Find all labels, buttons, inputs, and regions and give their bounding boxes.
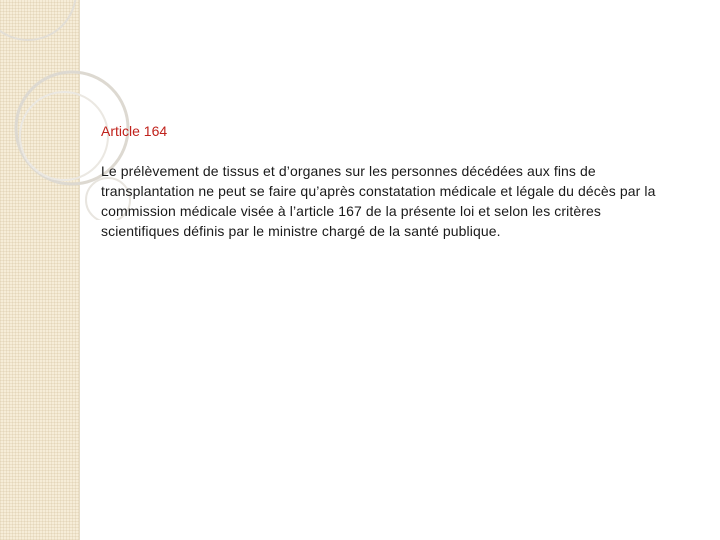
article-title: Article 164 [101,123,168,139]
article-body-text: Le prélèvement de tissus et d’organes sur les personnes décédées aux fins de transplantation ne peut se faire qu’après constatation médicale et légale du décès par la commission médicale visée à l’article 167 de la présente loi et selon les critères scientifiques définis par le ministre chargé de la santé publique. [101,163,656,239]
side-panel-texture [0,0,80,540]
slide-content [101,121,681,241]
